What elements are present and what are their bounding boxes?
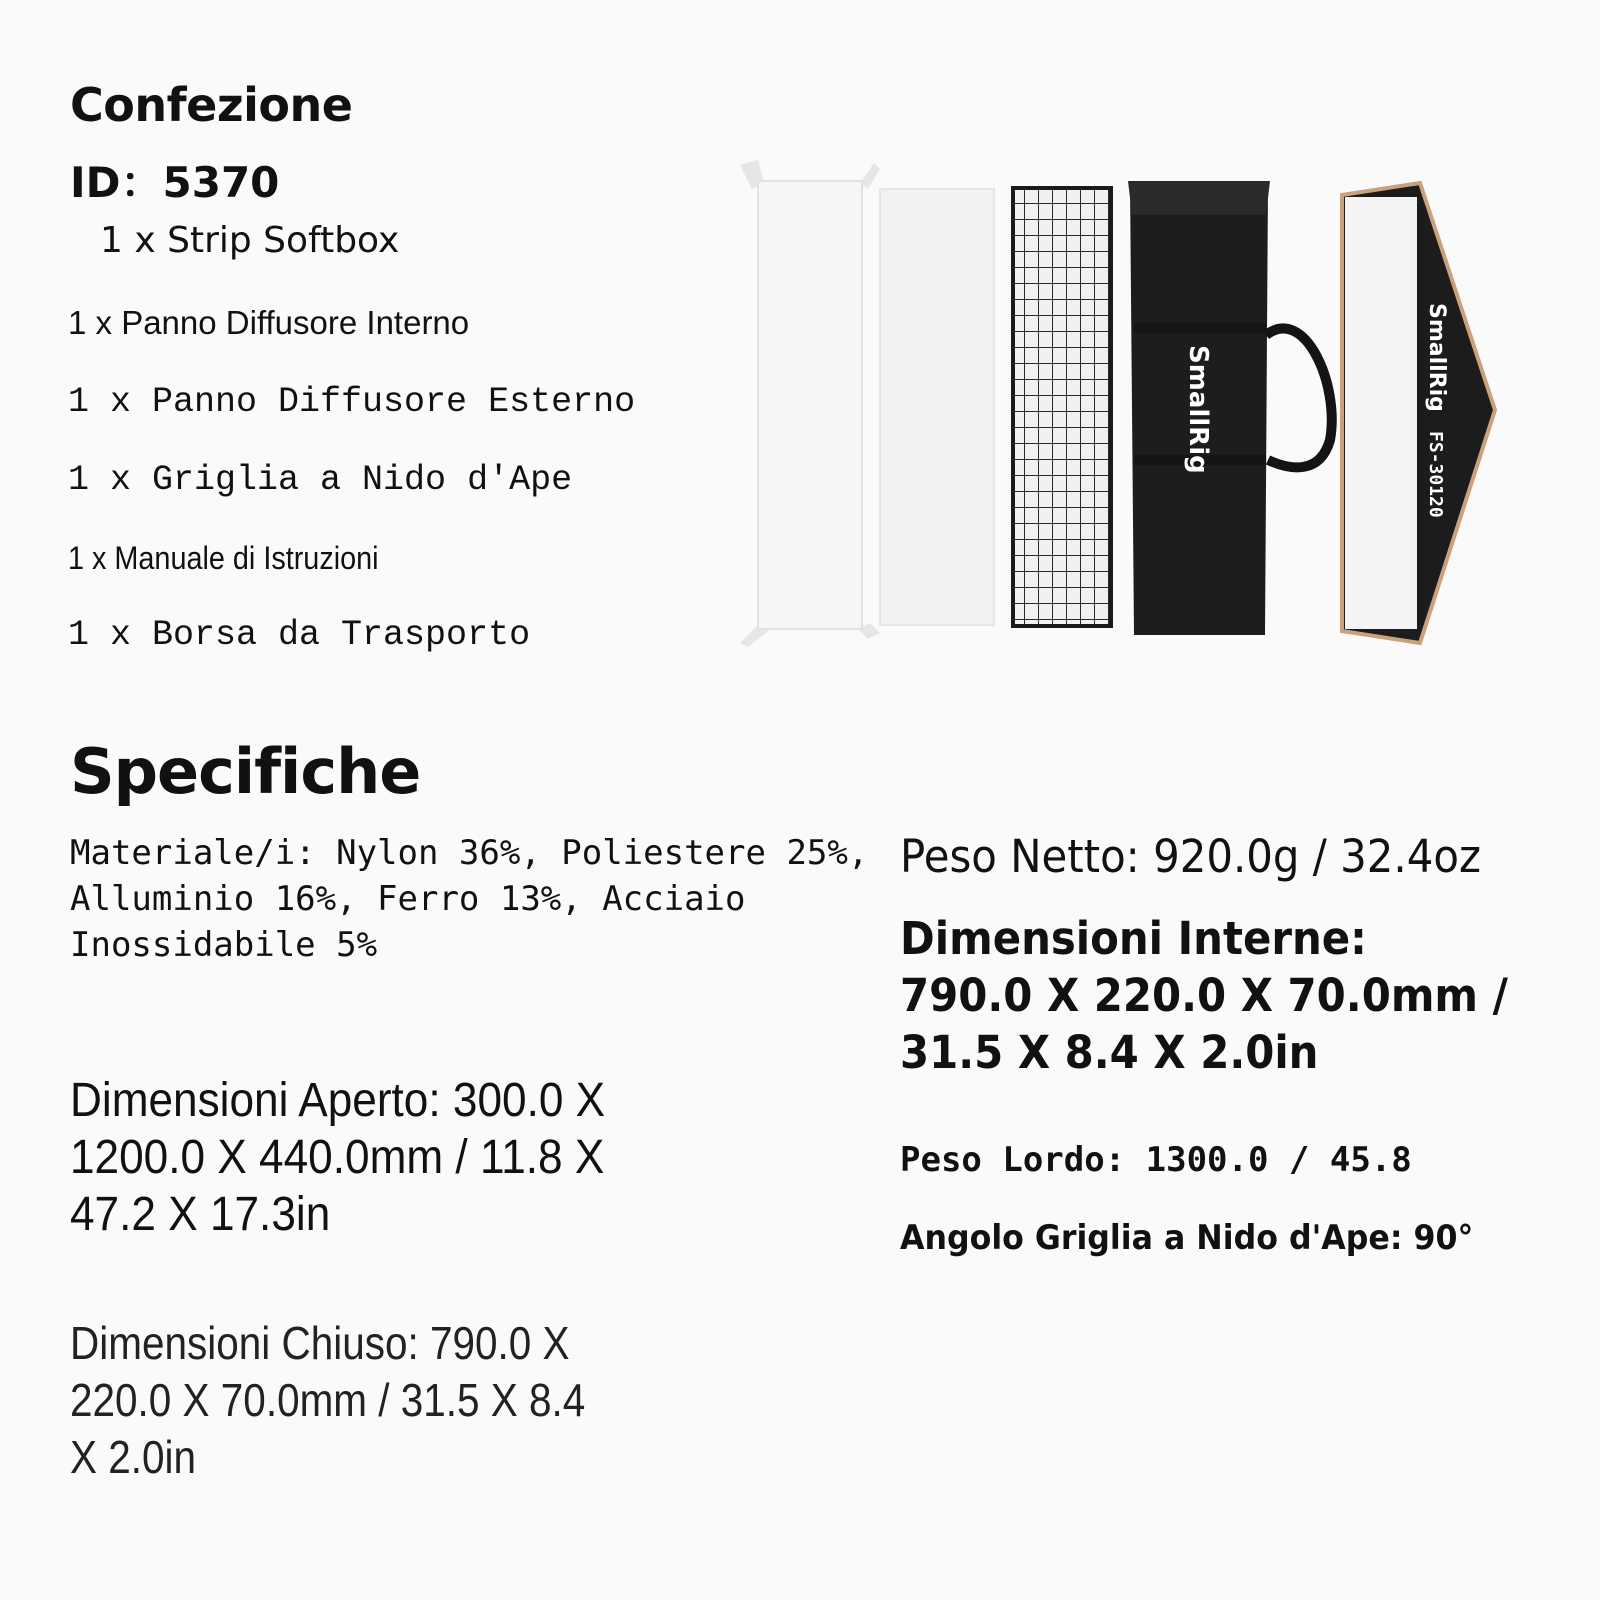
inner-diffuser-panel (880, 189, 994, 625)
softbox-brand-logo: SmallRig (1424, 303, 1449, 412)
carry-bag (1128, 181, 1332, 635)
spec-internal-dimensions: Dimensioni Interne: 790.0 X 220.0 X 70.0mm / 31.5 X 8.4 X 2.0in (900, 912, 1508, 1079)
package-item-honeycomb-grid: 1 x Griglia a Nido d'Ape (68, 460, 573, 500)
bag-brand-logo: SmallRig (1183, 345, 1213, 474)
product-id: ID：5370 (70, 158, 280, 207)
package-item-inner-diffuser: 1 x Panno Diffusore Interno (68, 304, 470, 341)
spec-grid-angle: Angolo Griglia a Nido d'Ape: 90° (900, 1218, 1474, 1258)
spec-materials: Materiale/i: Nylon 36%, Poliestere 25%, Alluminio 16%, Ferro 13%, Acciaio Inossidabile 5% (70, 833, 869, 965)
spec-closed-dimensions: Dimensioni Chiuso: 790.0 X 220.0 X 70.0mm / 31.5 X 8.4 X 2.0in (70, 1317, 586, 1483)
specs-heading: Specifiche (70, 735, 421, 808)
product-photo (730, 155, 1520, 665)
package-item-carry-bag: 1 x Borsa da Trasporto (68, 615, 531, 655)
outer-diffuser-panel (740, 160, 880, 647)
package-item-softbox: 1 x Strip Softbox (100, 220, 400, 261)
honeycomb-grid (1013, 188, 1111, 626)
spec-open-dimensions: Dimensioni Aperto: 300.0 X 1200.0 X 440.0mm / 11.8 X 47.2 X 17.3in (70, 1074, 606, 1241)
package-heading: Confezione (70, 78, 353, 132)
spec-net-weight: Peso Netto: 920.0g / 32.4oz (900, 830, 1481, 883)
package-item-outer-diffuser: 1 x Panno Diffusore Esterno (68, 382, 636, 422)
spec-gross-weight: Peso Lordo: 1300.0 / 45.8 (900, 1140, 1412, 1180)
package-item-manual: 1 x Manuale di Istruzioni (68, 540, 379, 576)
strip-softbox (1342, 183, 1495, 643)
softbox-model-label: FS-30120 (1425, 431, 1446, 518)
